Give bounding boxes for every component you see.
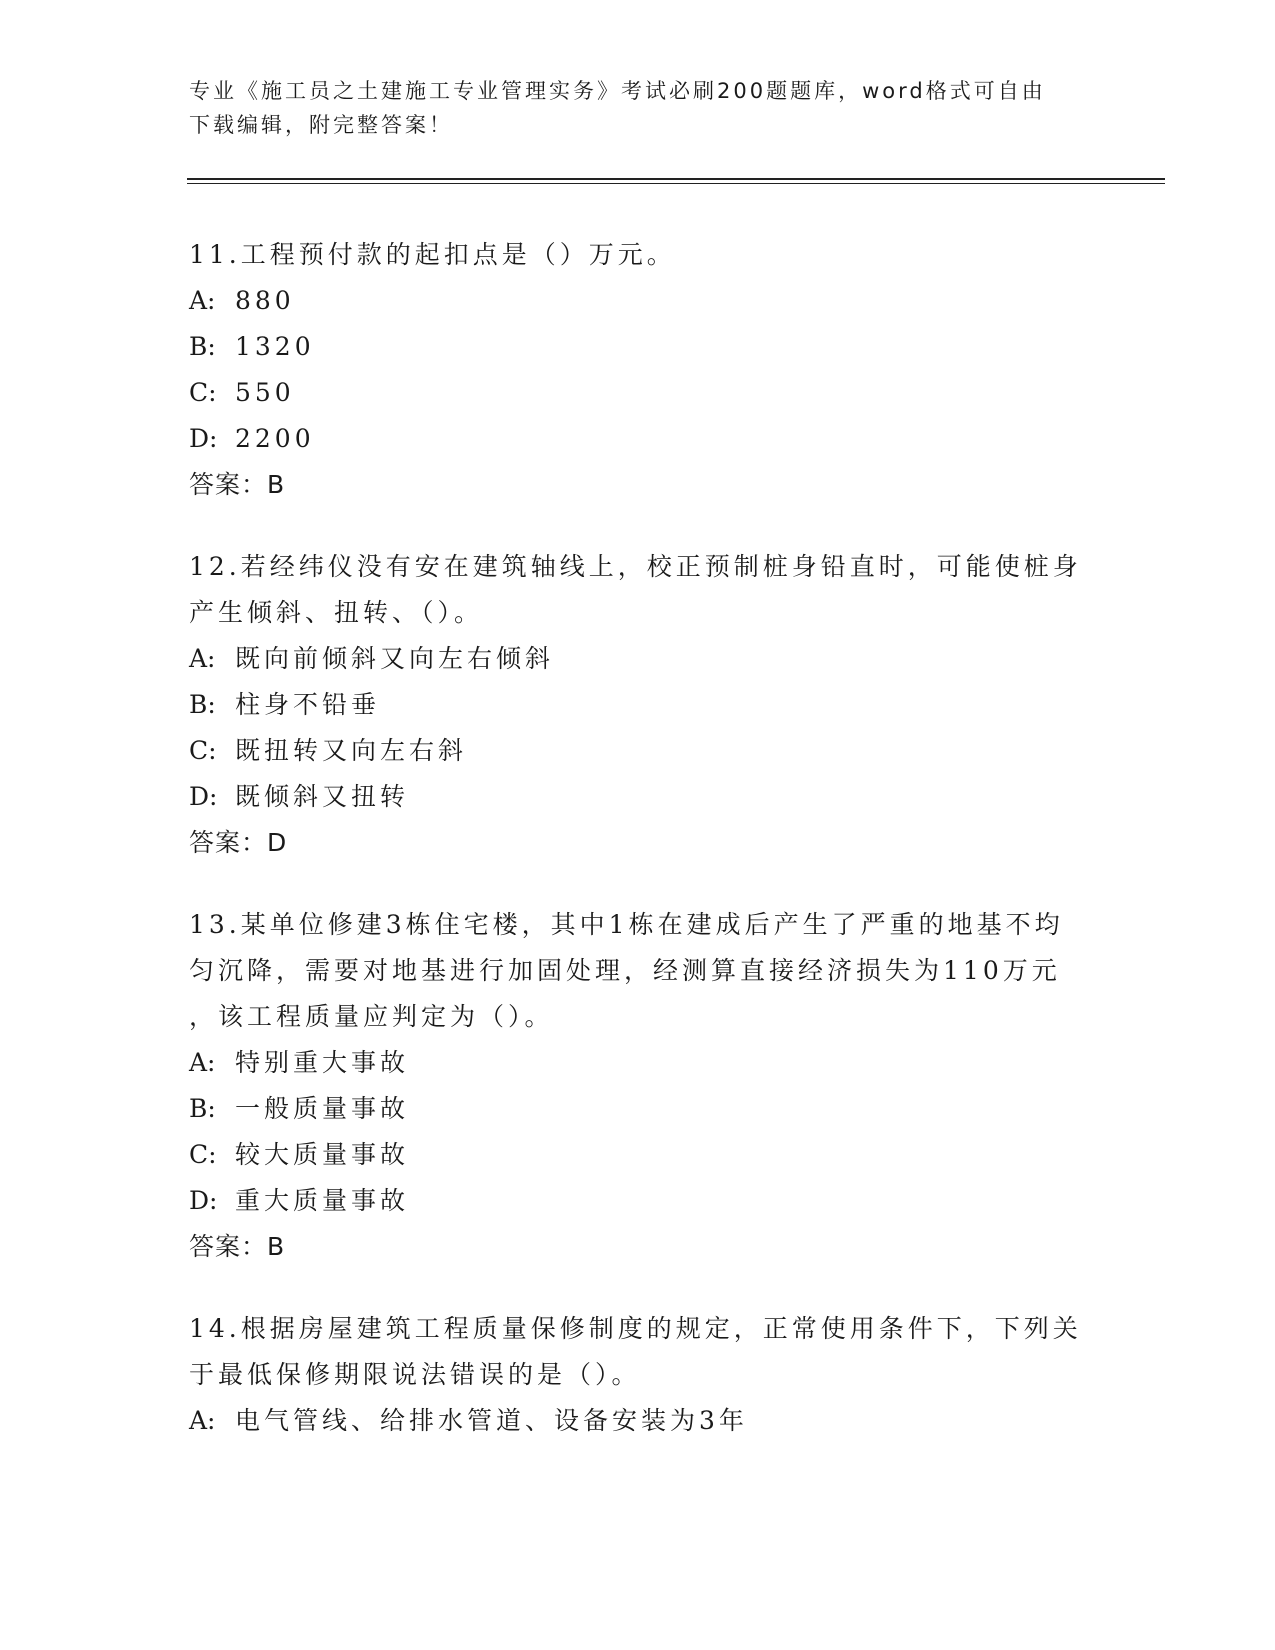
header-divider-thick (187, 178, 1165, 180)
question-stem-line: 13.某单位修建3栋住宅楼，其中1栋在建成后产生了严重的地基不均 (189, 910, 1064, 939)
answer-option (189, 728, 1089, 774)
option-text: 一般质量事故 (235, 1094, 410, 1123)
answer-option (189, 1086, 1089, 1132)
answer-option (189, 682, 1089, 728)
option-letter: D: (189, 782, 218, 811)
option-letter: B: (189, 332, 216, 361)
option-text: 既扭转又向左右斜 (235, 736, 468, 765)
question-stem-line: 11.工程预付款的起扣点是（）万元。 (189, 240, 676, 269)
option-text: 既倾斜又扭转 (235, 782, 410, 811)
answer-option (189, 370, 1089, 416)
question-block (189, 1306, 1089, 1444)
question-stem-line: 产生倾斜、扭转、（）。 (189, 598, 484, 627)
answer-option (189, 278, 1089, 324)
option-text: 既向前倾斜又向左右倾斜 (235, 644, 555, 673)
option-text: 特别重大事故 (235, 1048, 410, 1077)
option-letter: A: (189, 286, 216, 315)
answer-option (189, 1040, 1089, 1086)
question-block (189, 902, 1089, 1270)
answer-option (189, 774, 1089, 820)
option-letter: C: (189, 1140, 217, 1169)
option-letter: C: (189, 736, 217, 765)
option-text: 2200 (235, 424, 315, 453)
question-stem-line: 12.若经纬仪没有安在建筑轴线上，校正预制桩身铅直时，可能使桩身 (189, 552, 1082, 581)
answer-key: 答案：B (189, 470, 286, 499)
option-text: 1320 (235, 332, 315, 361)
option-text: 柱身不铅垂 (235, 690, 381, 719)
answer-option (189, 1132, 1089, 1178)
question-stem-line: ，该工程质量应判定为（）。 (189, 1002, 554, 1031)
question-stem-line: 于最低保修期限说法错误的是（）。 (189, 1360, 641, 1389)
option-letter: C: (189, 378, 217, 407)
option-text: 重大质量事故 (235, 1186, 410, 1215)
option-letter: A: (189, 1048, 216, 1077)
document-header (189, 74, 1069, 142)
option-text: 较大质量事故 (235, 1140, 410, 1169)
option-text: 电气管线、给排水管道、设备安装为3年 (235, 1406, 748, 1435)
header-line-1: 专业《施工员之土建施工专业管理实务》考试必刷200题题库，word格式可自由 (189, 79, 1046, 103)
question-block (189, 544, 1089, 866)
header-line-2: 下载编辑，附完整答案！ (189, 113, 453, 137)
question-stem-line: 匀沉降，需要对地基进行加固处理，经测算直接经济损失为110万元 (189, 956, 1061, 985)
option-text: 550 (235, 378, 295, 407)
option-letter: D: (189, 1186, 218, 1215)
option-letter: A: (189, 1406, 216, 1435)
option-letter: B: (189, 1094, 216, 1123)
answer-option (189, 324, 1089, 370)
header-divider-thin (187, 183, 1165, 184)
question-stem-line: 14.根据房屋建筑工程质量保修制度的规定，正常使用条件下，下列关 (189, 1314, 1082, 1343)
answer-key: 答案：B (189, 1232, 286, 1261)
answer-option (189, 1398, 1089, 1444)
option-letter: D: (189, 424, 218, 453)
answer-option (189, 636, 1089, 682)
answer-option (189, 416, 1089, 462)
option-text: 880 (235, 286, 295, 315)
answer-option (189, 1178, 1089, 1224)
option-letter: B: (189, 690, 216, 719)
answer-key: 答案：D (189, 828, 288, 857)
question-list (189, 232, 1089, 1480)
option-letter: A: (189, 644, 216, 673)
question-block (189, 232, 1089, 508)
